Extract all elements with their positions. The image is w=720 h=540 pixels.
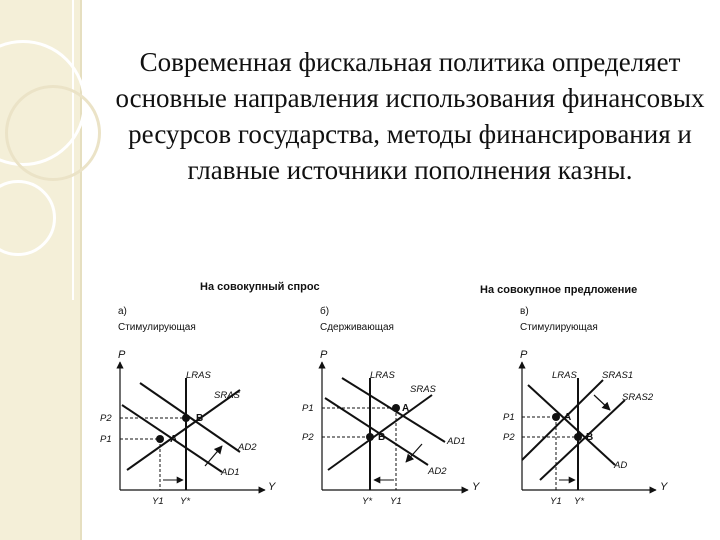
panel-c-p-axis-label: P [520, 349, 528, 361]
panel-c-p2-label: P2 [503, 432, 515, 443]
panel-b [302, 305, 480, 507]
panel-a-y1-label: Y1 [152, 496, 164, 507]
panel-c-point-b-label: B [586, 432, 594, 443]
panel-a [100, 306, 276, 507]
panel-a-p2-label: P2 [100, 413, 112, 424]
panel-a-point-a [156, 435, 164, 443]
panel-c-point-a-label: A [564, 412, 572, 423]
panel-b-point-b-label: B [378, 432, 386, 443]
panel-b-sras-label: SRAS [410, 384, 436, 395]
panel-b-lras-label: LRAS [370, 370, 395, 381]
panel-c-point-a [552, 413, 560, 421]
panel-a-ad1-label: AD1 [221, 467, 240, 478]
header-aggregate-demand: На совокупный спрос [200, 281, 320, 293]
panel-c-letter: в) [520, 306, 529, 317]
panel-a-point-a-label: A [170, 434, 178, 445]
panel-c-sras1-label: SRAS1 [602, 370, 634, 381]
slide-title: Современная фискальная политика определяет основные направления использования финансовых ресурсов государства, методы финансирования и главные источники пополнения казны. [115, 47, 705, 185]
panel-c-kind: Стимулирующая [520, 322, 598, 333]
panel-b-y-axis-label: Y [472, 481, 480, 493]
panel-a-p-axis-label: P [118, 349, 126, 361]
panel-c-shift-arrow [594, 395, 610, 410]
header-aggregate-supply: На совокупное предложение [480, 284, 638, 296]
panel-b-point-a [392, 404, 400, 412]
panel-b-ystar-label: Y* [362, 496, 373, 507]
panel-a-lras-label: LRAS [186, 370, 211, 381]
panel-c-lras-label: LRAS [552, 370, 577, 381]
panel-a-point-b-label: B [196, 413, 204, 424]
panel-a-point-b [182, 414, 190, 422]
panel-b-p2-label: P2 [302, 432, 314, 443]
panel-a-sras-label: SRAS [214, 390, 240, 401]
panel-c-y1-label: Y1 [550, 496, 562, 507]
panel-a-p1-label: P1 [100, 434, 112, 445]
panel-c-y-axis-label: Y [660, 481, 668, 493]
panel-b-kind: Сдерживающая [320, 322, 394, 333]
panel-c-p1-label: P1 [503, 412, 515, 423]
panel-b-ad1-label: AD1 [447, 436, 466, 447]
panel-b-p-axis-label: P [320, 349, 328, 361]
panel-c-ystar-label: Y* [574, 496, 585, 507]
panel-c-sras2-label: SRAS2 [622, 392, 654, 403]
panel-b-letter: б) [320, 306, 330, 317]
panel-a-sras-line [127, 390, 240, 470]
panel-c-ad-label: AD [614, 460, 628, 471]
panel-a-letter: а) [118, 306, 127, 317]
panel-c-point-b [574, 433, 582, 441]
panel-b-point-a-label: A [402, 403, 410, 414]
panel-a-ad2-label: AD2 [238, 442, 257, 453]
panel-a-ystar-label: Y* [180, 496, 191, 507]
panel-b-y1-label: Y1 [390, 496, 402, 507]
panel-a-shift-arrow [205, 446, 222, 466]
panel-c-ad-line [528, 385, 615, 465]
panel-c-sras2-line [540, 400, 628, 480]
panel-b-point-b [366, 433, 374, 441]
panel-c [503, 306, 668, 507]
panel-b-p1-label: P1 [302, 403, 314, 414]
panel-a-kind: Стимулирующая [118, 322, 196, 333]
panel-b-ad2-label: AD2 [428, 466, 447, 477]
panel-a-y-axis-label: Y [268, 481, 276, 493]
